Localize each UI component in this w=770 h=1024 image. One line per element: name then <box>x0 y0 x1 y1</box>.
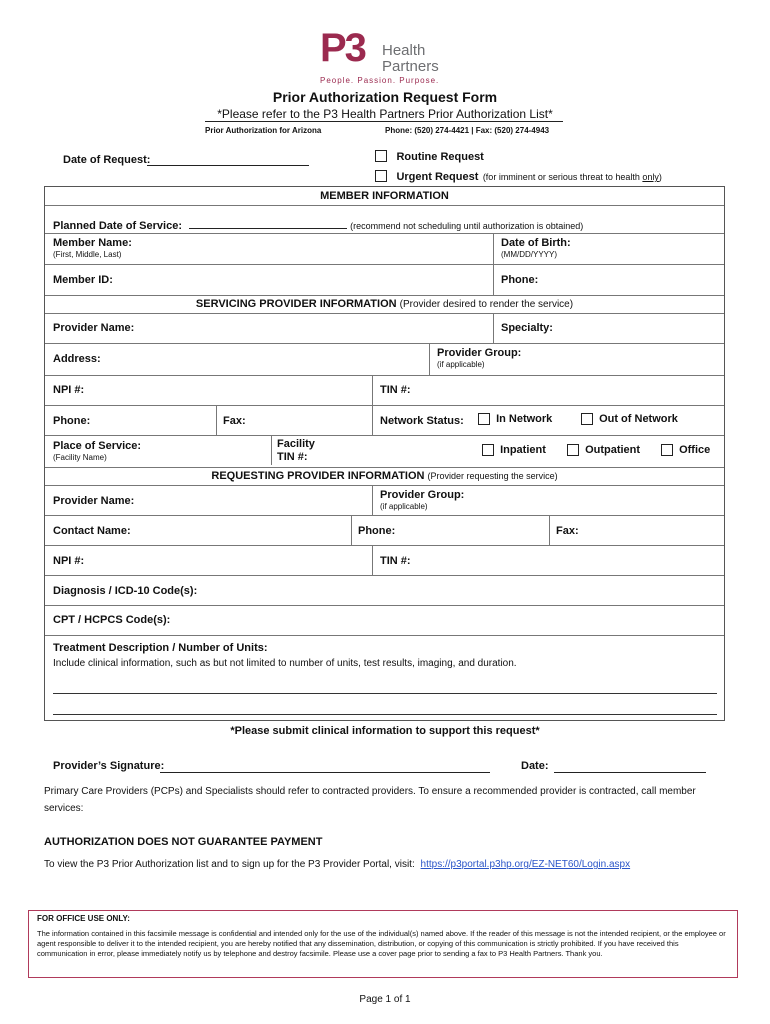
outpatient-checkbox[interactable] <box>567 444 579 456</box>
in-network-option[interactable]: In Network <box>478 413 552 425</box>
urgent-label: Urgent Request <box>396 171 479 183</box>
facility-tin-field[interactable]: Facility TIN #: <box>277 438 315 463</box>
inpatient-option[interactable]: Inpatient <box>482 444 546 456</box>
logo-tagline: People. Passion. Purpose. <box>320 76 440 85</box>
outpatient-option[interactable]: Outpatient <box>567 444 640 456</box>
routine-label: Routine Request <box>396 151 484 163</box>
signature-label: Provider’s Signature: <box>53 760 165 772</box>
requesting-phone-field[interactable]: Phone: <box>358 525 396 537</box>
servicing-provider-group-field[interactable]: Provider Group: (if applicable) <box>437 347 522 369</box>
request-form-table <box>44 186 725 721</box>
routine-checkbox[interactable] <box>375 150 387 162</box>
signature-field[interactable] <box>160 759 490 773</box>
planned-date-row: Planned Date of Service: (recommend not scheduling until authorization is obtained) <box>53 220 584 232</box>
office-checkbox[interactable] <box>661 444 673 456</box>
in-network-checkbox[interactable] <box>478 413 490 425</box>
place-of-service-field[interactable]: Place of Service: (Facility Name) <box>53 440 142 462</box>
submit-note: *Please submit clinical information to support this request* <box>230 725 540 737</box>
routine-request-option[interactable] <box>375 147 484 165</box>
cpt-field[interactable]: CPT / HCPCS Code(s): <box>53 614 171 626</box>
treatment-note: Include clinical information, such as but not limited to number of units, test results, imaging, and duration. <box>53 658 517 669</box>
servicing-section-heading: SERVICING PROVIDER INFORMATION (Provider desired to render the service) <box>195 298 574 310</box>
servicing-tin-field[interactable]: TIN #: <box>380 384 411 396</box>
member-section-heading: MEMBER INFORMATION <box>320 190 449 202</box>
contact-name-field[interactable]: Contact Name: <box>53 525 131 537</box>
office-use-heading: FOR OFFICE USE ONLY: <box>37 914 130 923</box>
servicing-fax-field[interactable]: Fax: <box>223 415 246 427</box>
logo-name-line1: Health <box>382 42 426 59</box>
signature-date-field[interactable] <box>554 759 706 773</box>
inpatient-checkbox[interactable] <box>482 444 494 456</box>
out-of-network-checkbox[interactable] <box>581 413 593 425</box>
network-status-label: Network Status: <box>380 415 464 427</box>
office-use-box <box>28 910 738 978</box>
out-of-network-option[interactable]: Out of Network <box>581 413 678 425</box>
servicing-phone-field[interactable]: Phone: <box>53 415 91 427</box>
requesting-tin-field[interactable]: TIN #: <box>380 555 411 567</box>
date-of-request-field[interactable] <box>147 152 309 166</box>
urgent-checkbox[interactable] <box>375 170 387 182</box>
signature-date-label: Date: <box>521 760 549 772</box>
page-number: Page 1 of 1 <box>359 994 411 1005</box>
p3-logo <box>320 26 460 86</box>
urgent-request-option[interactable] <box>375 167 662 185</box>
logo-mark: P3 <box>320 26 365 70</box>
requesting-provider-group-field[interactable]: Provider Group: (if applicable) <box>380 489 465 511</box>
confidentiality-text: The information contained in this facsimile message is confidential and intended only for the use of the individual(s) named above. If the reader of this message is not the intended recipient, or the employee or agent responsible to deliver it to the intended recipient, you are hereby notified that any dissemination, distribution, or copying of this communication is strictly prohibited. If you have received this communication in error, please immediately notify us by telephone and destroy facsimile. Please use a cover page prior to sending a fax to P3 Health Partners. Thank you. <box>37 929 726 958</box>
contact-info: Phone: (520) 274-4421 | Fax: (520) 274-4943 <box>385 126 550 135</box>
member-id-field[interactable]: Member ID: <box>53 274 113 286</box>
region-label: Prior Authorization for Arizona <box>205 126 322 135</box>
requesting-fax-field[interactable]: Fax: <box>556 525 579 537</box>
servicing-provider-name-field[interactable]: Provider Name: <box>53 322 135 334</box>
requesting-section-heading: REQUESTING PROVIDER INFORMATION (Provider requesting the service) <box>211 470 558 482</box>
guarantee-notice: AUTHORIZATION DOES NOT GUARANTEE PAYMENT <box>44 836 323 848</box>
office-option[interactable]: Office <box>661 444 710 456</box>
diagnosis-field[interactable]: Diagnosis / ICD-10 Code(s): <box>53 585 198 597</box>
date-of-birth-field[interactable]: Date of Birth: (MM/DD/YYYY) <box>501 237 571 259</box>
requesting-npi-field[interactable]: NPI #: <box>53 555 85 567</box>
treatment-line-2[interactable] <box>53 714 717 715</box>
treatment-line-1[interactable] <box>53 693 717 694</box>
specialty-field[interactable]: Specialty: <box>501 322 553 334</box>
page-title: Prior Authorization Request Form <box>272 89 498 105</box>
address-field[interactable]: Address: <box>53 353 101 365</box>
portal-link[interactable]: https://p3portal.p3hp.org/EZ-NET60/Login.aspx <box>420 859 631 870</box>
member-phone-field[interactable]: Phone: <box>501 274 539 286</box>
servicing-npi-field[interactable]: NPI #: <box>53 384 85 396</box>
subtitle-underline <box>205 121 563 122</box>
pcp-note: Primary Care Providers (PCPs) and Specialists should refer to contracted providers. To ensure a recommended provider is contracted, call member services: <box>44 786 696 814</box>
date-of-request-label: Date of Request: <box>63 154 151 166</box>
page-subtitle: *Please refer to the P3 Health Partners Prior Authorization List* <box>217 107 553 121</box>
requesting-provider-name-field[interactable]: Provider Name: <box>53 495 135 507</box>
planned-date-field[interactable] <box>189 218 347 229</box>
member-name-field[interactable]: Member Name: (First, Middle, Last) <box>53 237 132 259</box>
treatment-description-label: Treatment Description / Number of Units: <box>53 642 268 654</box>
urgent-note: (for imminent or serious threat to health only) <box>482 172 662 182</box>
portal-line: To view the P3 Prior Authorization list and to sign up for the P3 Provider Portal, visit: https://p3portal.p3hp.org/EZ-NET60/Login.aspx <box>44 859 631 870</box>
logo-name-line2: Partners <box>382 58 439 75</box>
